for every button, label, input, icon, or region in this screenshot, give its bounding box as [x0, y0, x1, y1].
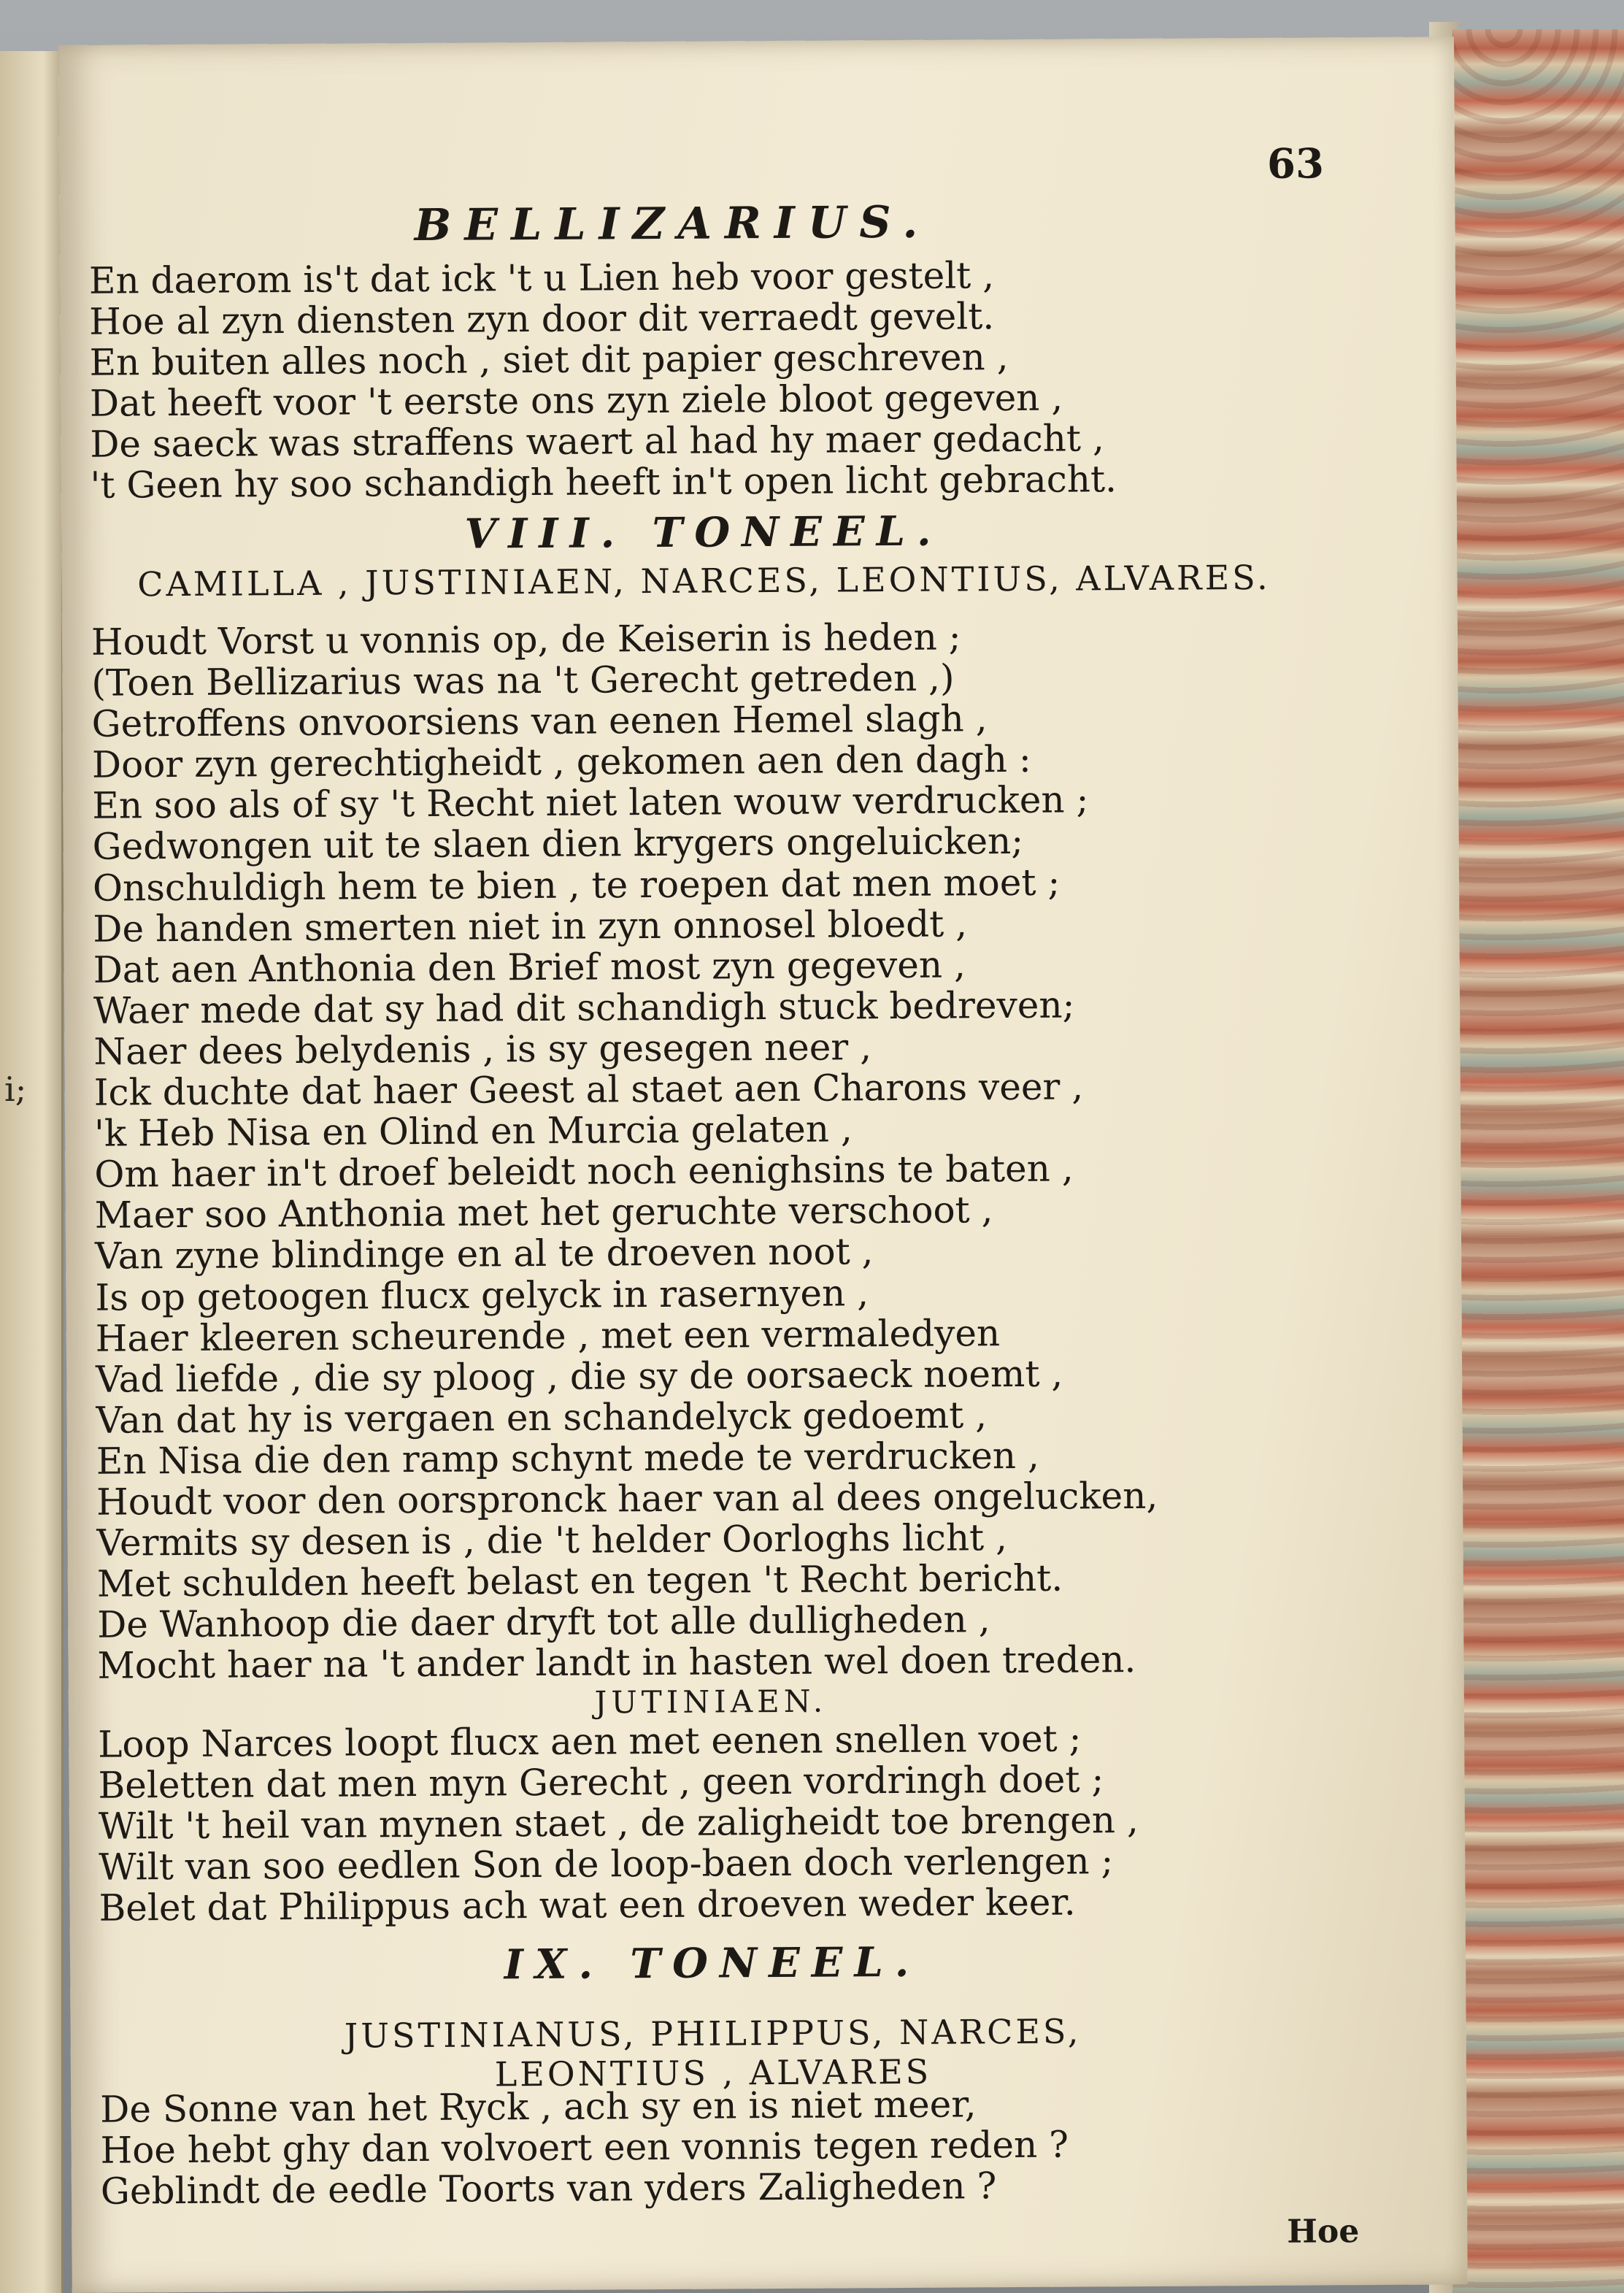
- verse-line: Houdt voor den oorspronck haer van al dees ongelucken,: [96, 1474, 1158, 1524]
- verse-line: Naer dees belydenis , is sy gesegen neer ,: [93, 1026, 872, 1073]
- verse-line: De saeck was straffens waert al had hy maer gedacht ,: [90, 417, 1104, 466]
- verse-line: Haer kleeren scheurende , met een vermaledyen: [95, 1311, 1001, 1360]
- marbled-endpaper: [1452, 29, 1624, 2293]
- verse-line: Belet dat Philippus ach wat een droeven weder keer.: [99, 1881, 1076, 1930]
- scene-cast: CAMILLA , JUSTINIAEN, NARCES, LEONTIUS, ALVARES.: [137, 557, 1271, 604]
- verse-line: Maer soo Anthonia met het geruchte verschoot ,: [94, 1188, 993, 1237]
- verse-line: 't Geen hy soo schandigh heeft in't open licht gebracht.: [90, 458, 1117, 507]
- verse-line: Loop Narces loopt flucx aen met eenen snellen voet ;: [98, 1717, 1082, 1766]
- verse-line: Onschuldigh hem te bien , te roepen dat men moet ;: [92, 861, 1061, 910]
- verse-line: Om haer in't droef beleidt noch eenighsins te baten ,: [94, 1147, 1074, 1196]
- verse-line: Getroffens onvoorsiens van eenen Hemel slagh ,: [91, 697, 988, 745]
- page-number: 63: [1266, 139, 1325, 188]
- scene-title: VIII. TONEEL.: [464, 507, 943, 558]
- verse-line: Waer mede dat sy had dit schandigh stuck bedreven;: [93, 983, 1075, 1032]
- verse-line: Is op getoogen flucx gelyck in rasernyen ,: [95, 1271, 869, 1319]
- speaker-name: JUTINIAEN.: [594, 1683, 828, 1721]
- verse-line: De Sonne van het Ryck , ach sy en is niet meer,: [100, 2083, 977, 2131]
- verse-line: Mocht haer na 't ander landt in hasten wel doen treden.: [97, 1638, 1136, 1688]
- verse-line: Dat aen Anthonia den Brief most zyn gegeven ,: [93, 943, 966, 991]
- verse-line: (Toen Bellizarius was na 't Gerecht getreden ,): [91, 656, 955, 704]
- left-page-fragment: i;: [4, 1069, 27, 1109]
- verse-line: De handen smerten niet in zyn onnosel bloedt ,: [93, 902, 968, 950]
- verse-line: Van dat hy is vergaen en schandelyck gedoemt ,: [96, 1394, 988, 1442]
- book-page: [58, 37, 1468, 2293]
- catchword: Hoe: [1287, 2213, 1360, 2251]
- verse-line: Vermits sy desen is , die 't helder Oorloghs licht ,: [96, 1516, 1008, 1564]
- verse-line: Vad liefde , die sy ploog , die sy de oorsaeck noemt ,: [95, 1352, 1063, 1401]
- scene-cast-line-2: LEONTIUS , ALVARES: [494, 2051, 932, 2094]
- verse-line: Ick duchte dat haer Geest al staet aen Charons veer ,: [93, 1065, 1084, 1114]
- verse-line: En Nisa die den ramp schynt mede te verdrucken ,: [96, 1434, 1040, 1483]
- stanza-3: [98, 1716, 1355, 1929]
- scene-8-heading: [91, 504, 1317, 604]
- verse-line: En buiten alles noch , siet dit papier geschreven ,: [89, 336, 1009, 384]
- verse-line: De Wanhoop die daer dryft tot alle dulligheden ,: [97, 1598, 990, 1646]
- speaker-heading: [98, 1680, 1324, 1723]
- stanza-2: [91, 614, 1353, 1686]
- scene-9-heading: [99, 1935, 1326, 2096]
- verse-line: Van zyne blindinge en al te droeven noot ,: [94, 1230, 874, 1278]
- stanza-4: [100, 2081, 1356, 2212]
- verse-line: En soo als of sy 't Recht niet laten wouw verdrucken ;: [92, 778, 1089, 828]
- verse-line: Wilt 't heil van mynen staet , de zaligheidt toe brengen ,: [98, 1799, 1139, 1848]
- verse-line: 'k Heb Nisa en Olind en Murcia gelaten ,: [93, 1107, 853, 1155]
- verse-line: Hoe hebt ghy dan volvoert een vonnis tegen reden ?: [100, 2123, 1069, 2172]
- verse-line: Dat heeft voor 't eerste ons zyn ziele bloot gegeven ,: [89, 376, 1063, 426]
- verse-line: Gedwongen uit te slaen dien krygers ongeluicken;: [92, 820, 1024, 869]
- verse-line: Hoe al zyn diensten zyn door dit verraedt gevelt.: [89, 295, 995, 343]
- scene-cast-line-1: JUSTINIANUS, PHILIPPUS, NARCES,: [344, 2011, 1082, 2056]
- verse-line: Houdt Vorst u vonnis op, de Keiserin is heden ;: [91, 615, 961, 664]
- verse-line: En daerom is't dat ick 't u Lien heb voor gestelt ,: [88, 254, 995, 302]
- verse-line: Wilt van soo eedlen Son de loop-baen doch verlengen ;: [99, 1840, 1114, 1889]
- verse-line: Beletten dat men myn Gerecht , geen vordringh doet ;: [98, 1758, 1104, 1807]
- running-head: BELLIZARIUS.: [414, 196, 931, 252]
- verse-line: Met schulden heeft belast en tegen 't Recht bericht.: [96, 1556, 1063, 1605]
- scene-title: IX. TONEEL.: [504, 1937, 921, 1989]
- verse-line: Geblindt de eedle Toorts van yders Zaligheden ?: [100, 2165, 997, 2213]
- left-page-edge: [0, 51, 64, 2293]
- verse-line: Door zyn gerechtigheidt , gekomen aen den dagh :: [91, 738, 1031, 787]
- stanza-1: [89, 253, 1346, 506]
